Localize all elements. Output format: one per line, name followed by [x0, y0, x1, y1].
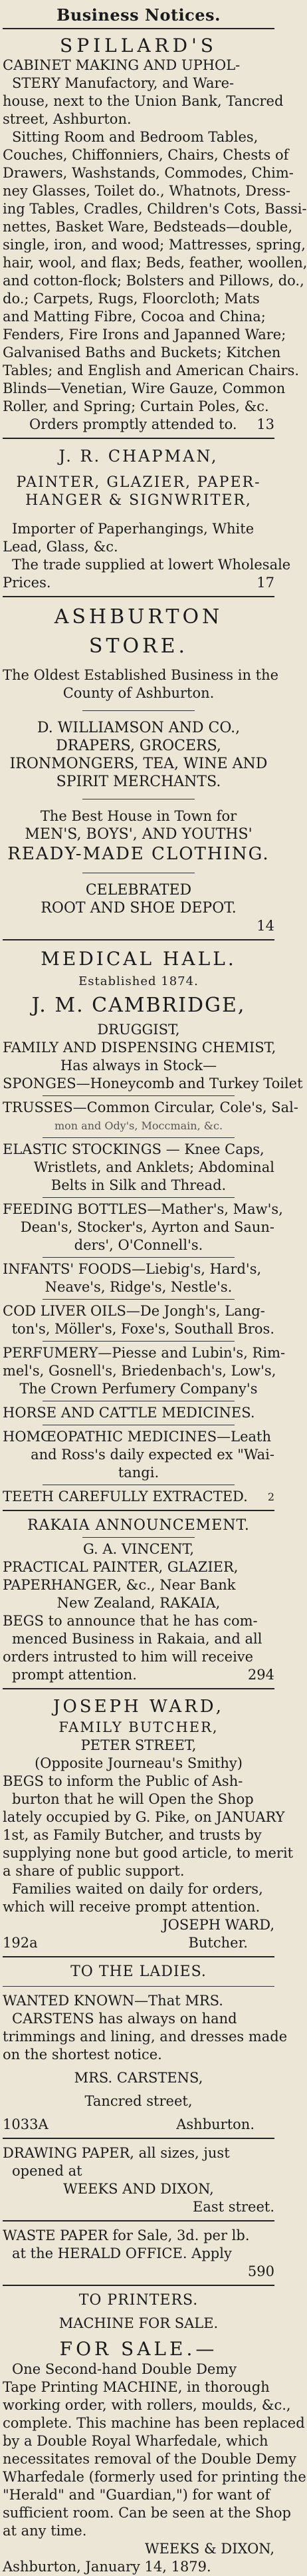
ad-line: East street. — [193, 2199, 274, 2215]
ad-item: ton's, Möller's, Foxe's, Southall Bros. — [11, 1321, 274, 1337]
ad-line: and Matting Fibre, Cocoa and China; — [3, 309, 266, 325]
ad-chapman — [3, 444, 291, 592]
ad-title: J. R. CHAPMAN, — [58, 447, 219, 466]
ad-line: trimmings and lining, and dresses made — [3, 2029, 288, 2045]
ad-name: J. M. CAMBRIDGE, — [31, 994, 246, 1017]
ad-line: street, Ashburton. — [3, 111, 132, 127]
ad-item: COD LIVER OILS—De Jongh's, Lang- — [3, 1303, 265, 1319]
ad-item: and Ross's daily expected ex "Wai- — [31, 1447, 274, 1463]
ad-number: 2 — [267, 1491, 274, 1503]
ad-line: ROOT AND SHOE DEPOT. — [41, 900, 237, 917]
ad-footer: Orders promptly attended to. — [29, 416, 237, 432]
ad-line: Tancred street, — [84, 2093, 193, 2109]
ad-title: JOSEPH WARD, — [53, 1697, 224, 1717]
ad-line: STERY Manufactory, and Ware- — [12, 75, 235, 91]
ad-line: The Best House in Town for — [40, 808, 237, 824]
ad-item: The Crown Perfumery Company's — [19, 1381, 258, 1397]
ad-line: PRACTICAL PAINTER, GLAZIER, — [3, 1559, 239, 1575]
divider — [3, 1510, 274, 1511]
ad-line: complete. This machine has been replaced — [3, 2415, 305, 2431]
ad-rakaia — [3, 1516, 274, 1684]
ad-line: at any time. — [3, 2523, 87, 2539]
ad-line: Drawers, Washstands, Commodes, Chim- — [3, 165, 294, 181]
ad-line: CABINET MAKING AND UPHOL- — [3, 57, 241, 73]
ad-line: IRONMONGERS, TEA, WINE AND — [9, 756, 268, 772]
ad-line: READY-MADE CLOTHING. — [7, 844, 270, 864]
ad-line: (Opposite Journeau's Smithy) — [35, 1755, 243, 1771]
ad-line: Fenders, Fire Irons and Japanned Ware; — [3, 327, 286, 343]
ad-line: BEGS to announce that he has com- — [3, 1613, 258, 1629]
ad-code: 1033A — [3, 2116, 49, 2132]
ad-line: New Zealand, RAKAIA, — [56, 1595, 221, 1611]
ad-item: ELASTIC STOCKINGS — Knee Caps, — [3, 1141, 264, 1157]
ad-line: Galvanised Baths and Buckets; Kitchen — [3, 345, 281, 360]
ad-printers — [3, 2291, 306, 2576]
divider — [3, 1986, 274, 1987]
ad-title: RAKAIA ANNOUNCEMENT. — [27, 1517, 250, 1534]
ad-line: DRAWING PAPER, all sizes, just — [3, 2145, 230, 2161]
ad-line: prompt attention. — [12, 1667, 137, 1683]
ad-line: Wharfedale (formerly used for printing the — [3, 2469, 306, 2485]
ad-line: supplying none but good article, to merit — [3, 1845, 294, 1861]
ad-line: Couches, Chiffonniers, Chairs, Chests of — [3, 147, 289, 163]
ad-line: The trade supplied at lowert Wholesale — [12, 557, 291, 573]
ad-item: Wristlets, and Anklets; Abdominal — [33, 1159, 274, 1175]
ad-line: working order, with rollers, moulds, &c., — [3, 2397, 291, 2413]
ad-line: Families waited on daily for orders, — [12, 1881, 263, 1897]
ad-line: FAMILY BUTCHER, — [58, 1719, 219, 1735]
ad-line: menced Business in Rakaia, and all — [12, 1631, 262, 1647]
divider — [82, 710, 195, 711]
ad-item: tangi. — [118, 1465, 159, 1481]
ad-item: HOMŒOPATHIC MEDICINES—Leath — [3, 1429, 271, 1445]
ad-name: MRS. CARSTENS, — [74, 2070, 203, 2086]
ad-line: ing Tables, Cradles, Children's Cots, Bassi- — [3, 201, 307, 217]
ad-line: BEGS to inform the Public of Ash- — [3, 1773, 243, 1789]
ad-line: Lead, Glass, &c. — [3, 539, 118, 555]
ad-line: D. WILLIAMSON AND CO., — [37, 720, 241, 736]
divider — [3, 1956, 274, 1957]
ad-line: Prices. — [3, 575, 51, 591]
ad-line: a share of public support. — [3, 1863, 185, 1879]
ad-line: single, iron, and wood; Mattresses, spring, — [3, 237, 306, 253]
ad-line: by a Double Royal Wharfedale, which — [3, 2433, 268, 2449]
ad-line: CELEBRATED — [85, 882, 192, 899]
ad-title: MEDICAL HALL. — [41, 948, 237, 970]
divider — [3, 596, 274, 597]
ad-line: SPIRIT MERCHANTS. — [56, 774, 221, 790]
ad-item: Belts in Silk and Thread. — [51, 1177, 227, 1193]
ad-line: MACHINE FOR SALE. — [58, 2315, 219, 2331]
ad-item: Neave's, Ridge's, Nestle's. — [45, 1279, 233, 1295]
ad-item: ders', O'Connell's. — [74, 1237, 203, 1253]
ad-line: burton that he will Open the Shop — [12, 1791, 254, 1807]
ad-number: 590 — [247, 2263, 274, 2279]
ad-footer-row — [3, 574, 274, 592]
ad-code: 192a — [3, 1935, 38, 1951]
ad-line: FOR SALE.— — [59, 2338, 218, 2360]
ad-line: Butcher. — [188, 1935, 248, 1951]
ad-line: CARSTENS has always on hand — [12, 2011, 237, 2027]
ad-line: WANTED KNOWN—That MRS. — [3, 1993, 223, 2009]
divider — [3, 2285, 274, 2286]
ad-firm: WEEKS & DIXON, — [145, 2541, 274, 2557]
ad-line: PETER STREET, — [80, 1737, 197, 1753]
ad-line: ney Glasses, Toilet do., Whatnots, Dress- — [3, 183, 291, 199]
ad-signature: JOSEPH WARD, — [162, 1917, 274, 1933]
ad-line: PAINTER, GLAZIER, PAPER- — [16, 474, 261, 491]
ad-line: 1st, as Family Butcher, and trusts by — [3, 1827, 262, 1843]
ad-line: Sitting Room and Bedroom Tables, — [12, 129, 258, 145]
divider — [43, 1341, 235, 1342]
divider — [3, 2138, 274, 2139]
ad-line: Tables; and English and American Chairs. — [3, 362, 300, 378]
ad-line: County of Ashburton. — [62, 685, 215, 701]
ad-item: Dean's, Stocker's, Ayrton and Saun- — [20, 1219, 274, 1235]
ad-firm: WEEKS AND DIXON, — [63, 2181, 214, 2197]
ad-footer-row — [3, 2116, 274, 2134]
ad-line: sufficient room. Can be seen at the Shop — [3, 2505, 291, 2521]
ad-line: MEN'S, BOYS', AND YOUTHS' — [25, 826, 253, 843]
ad-item: PERFUMERY—Piesse and Lubin's, Rim- — [3, 1345, 286, 1361]
ad-line: and cotton-flock; Bolsters and Pillows, do., — [3, 273, 304, 289]
divider — [43, 1095, 235, 1096]
ad-title: ASHBURTON STORE. — [54, 605, 223, 658]
ad-footer-row — [3, 1488, 274, 1506]
ad-line: DRUGGIST, — [97, 1022, 180, 1038]
ad-line: TEETH CAREFULLY EXTRACTED. — [3, 1489, 248, 1504]
ad-drawing-paper — [3, 2144, 274, 2216]
ad-date: Ashburton, January 14, 1879. — [3, 2559, 211, 2575]
ad-number: 294 — [247, 1667, 274, 1683]
ad-line: Established 1874. — [78, 974, 199, 988]
divider — [43, 1197, 235, 1198]
divider — [3, 2220, 274, 2221]
ad-spillard — [3, 35, 307, 434]
ad-line: do.; Carpets, Rugs, Floorcloth; Mats — [3, 291, 260, 307]
ad-item: FEEDING BOTTLES—Mather's, Maw's, — [3, 1201, 283, 1217]
ad-line: lately occupied by G. Pike, on JANUARY — [3, 1809, 285, 1825]
ad-item: SPONGES—Honeycomb and Turkey Toilet — [3, 1075, 303, 1091]
ad-waste-paper — [3, 2227, 274, 2281]
ad-line: on the shortest notice. — [3, 2047, 162, 2063]
ad-line: One Second-hand Double Demy — [12, 2361, 237, 2377]
ad-item: INFANTS' FOODS—Liebig's, Hard's, — [3, 1261, 262, 1277]
divider — [3, 28, 274, 29]
ad-line: Importer of Paperhangings, White — [12, 521, 255, 537]
ad-item: TRUSSES—Common Circular, Cole's, Sal- — [3, 1099, 298, 1115]
divider — [43, 1299, 235, 1300]
ad-line: PAPERHANGER, &c., Near Bank — [3, 1577, 236, 1593]
ad-line: Has always in Stock— — [60, 1058, 217, 1073]
ad-line: Blinds—Venetian, Wire Gauze, Common — [3, 380, 286, 396]
ad-line: which will receive prompt attention. — [3, 1899, 260, 1915]
ad-line: Tape Printing MACHINE, in thorough — [3, 2379, 270, 2395]
divider — [43, 1137, 235, 1138]
ad-title: TO PRINTERS. — [78, 2292, 199, 2309]
section-header: Business Notices. — [56, 5, 221, 25]
ad-number: 13 — [256, 416, 274, 432]
ad-number: 17 — [256, 575, 274, 591]
ad-line: nettes, Basket Ware, Bedsteads—double, — [3, 219, 293, 235]
ad-line: house, next to the Union Bank, Tancred — [3, 93, 284, 109]
divider — [3, 939, 274, 940]
ad-line: DRAPERS, GROCERS, — [56, 738, 221, 754]
ad-joseph-ward — [3, 1695, 294, 1952]
ad-line: "Herald" and "Guardian,") for want of — [3, 2487, 270, 2503]
ad-item: mon and Ody's, Moccmain, &c. — [54, 1119, 223, 1132]
ad-line: Ashburton. — [176, 2116, 255, 2132]
ad-line: The Oldest Established Business in the — [3, 667, 279, 683]
divider — [43, 1257, 235, 1258]
ad-footer-row — [3, 1934, 274, 1952]
ad-line: at the HERALD OFFICE. Apply — [12, 2245, 232, 2261]
ad-title: SPILLARD'S — [60, 35, 217, 57]
ad-line: HANGER & SIGNWRITER, — [25, 492, 252, 509]
ad-line: opened at — [12, 2163, 82, 2179]
ad-medical-hall — [3, 946, 303, 1506]
ad-footer-row — [3, 416, 274, 434]
ad-item: mel's, Gosnell's, Briedenbach's, Low's, — [3, 1363, 276, 1379]
ad-name: G. A. VINCENT, — [82, 1541, 195, 1557]
ad-line: Roller, and Spring; Curtain Poles, &c. — [3, 398, 269, 414]
ad-ladies — [3, 1963, 288, 2134]
divider — [3, 1688, 274, 1689]
ad-line: orders intrusted to him will receive — [3, 1649, 254, 1665]
ad-title: TO THE LADIES. — [70, 1963, 207, 1980]
ad-line: FAMILY AND DISPENSING CHEMIST, — [3, 1040, 276, 1056]
ad-item: HORSE AND CATTLE MEDICINES. — [3, 1405, 255, 1421]
ad-line: WASTE PAPER for Sale, 3d. per lb. — [3, 2227, 250, 2243]
ad-line: necessitates removal of the Double Demy — [3, 2451, 296, 2467]
ad-footer-row — [3, 1666, 274, 1684]
divider — [82, 1537, 195, 1538]
ad-line: hair, wool, and flax; Beds, feather, woollen, — [3, 255, 307, 271]
ad-number: 14 — [256, 918, 274, 934]
divider — [3, 438, 274, 439]
ad-williamson — [3, 603, 279, 935]
